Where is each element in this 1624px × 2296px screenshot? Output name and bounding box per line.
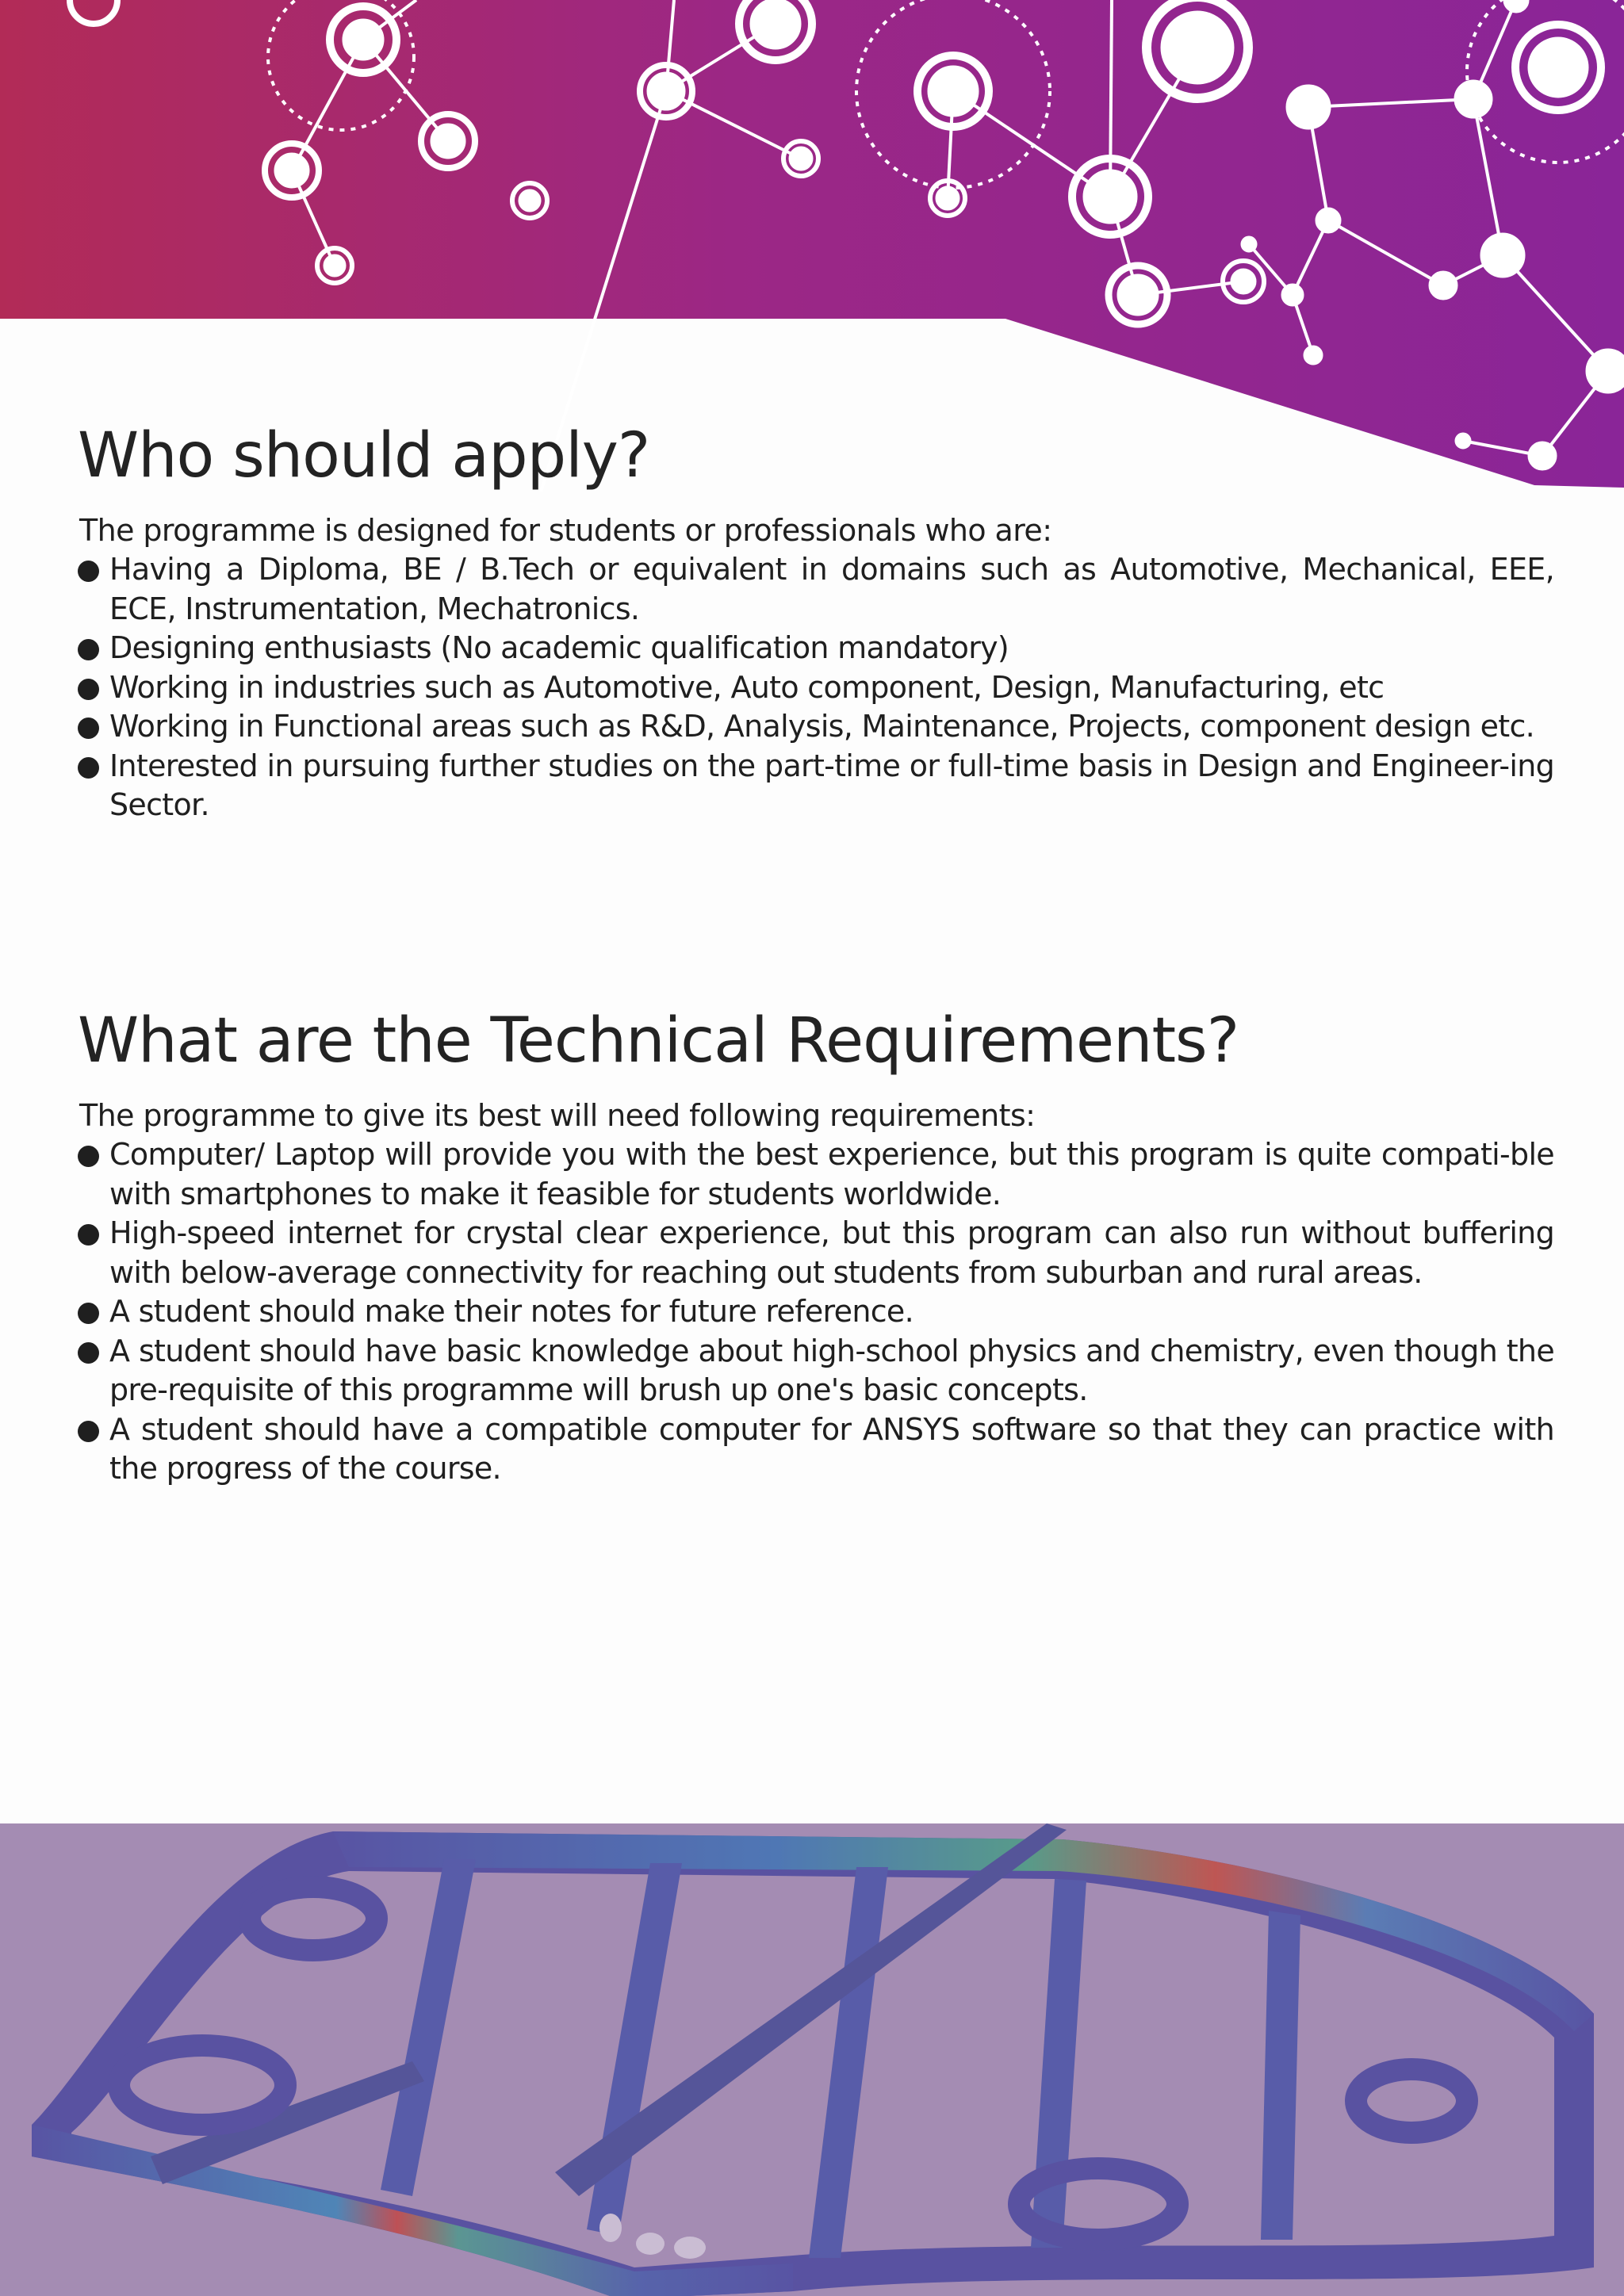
list-item: Working in Functional areas such as R&D, Analysis, Maintenance, Projects, component design etc.: [78, 707, 1554, 747]
list-item: Having a Diploma, BE / B.Tech or equivalent in domains such as Automotive, Mechanical, EEE, ECE, Instrumentation, Mechatronics.: [78, 550, 1554, 629]
list-item: Interested in pursuing further studies on the part-time or full-time basis in Design and Engineer-ing Sector.: [78, 747, 1554, 825]
list-item: A student should have a compatible computer for ANSYS software so that they can practice with the progress of the course.: [78, 1410, 1554, 1489]
list-item: A student should have basic knowledge about high-school physics and chemistry, even though the pre-requisite of this programme will brush up one's basic concepts.: [78, 1332, 1554, 1410]
list-item: Working in industries such as Automotive, Auto component, Design, Manufacturing, etc: [78, 668, 1554, 708]
technical-requirements-section: [78, 997, 1554, 1489]
bullet-list: [78, 1135, 1554, 1489]
section-heading: What are the Technical Requirements?: [78, 1005, 1239, 1077]
list-item: Computer/ Laptop will provide you with the best experience, but this program is quite compati-ble with smartphones to make it feasible for students worldwide.: [78, 1135, 1554, 1214]
section-heading: Who should apply?: [78, 420, 650, 492]
bullet-list: [78, 550, 1554, 825]
section-intro: The programme is designed for students or professionals who are:: [79, 513, 1052, 548]
list-item: Designing enthusiasts (No academic qualification mandatory): [78, 629, 1554, 668]
list-item: A student should make their notes for future reference.: [78, 1292, 1554, 1332]
fea-stress-render: [0, 1823, 1624, 2296]
list-item: High-speed internet for crystal clear experience, but this program can also run without buffering with below-average connectivity for reaching out students from suburban and rural areas.: [78, 1214, 1554, 1292]
who-should-apply-section: [78, 412, 1554, 825]
section-intro: The programme to give its best will need following requirements:: [79, 1098, 1036, 1133]
